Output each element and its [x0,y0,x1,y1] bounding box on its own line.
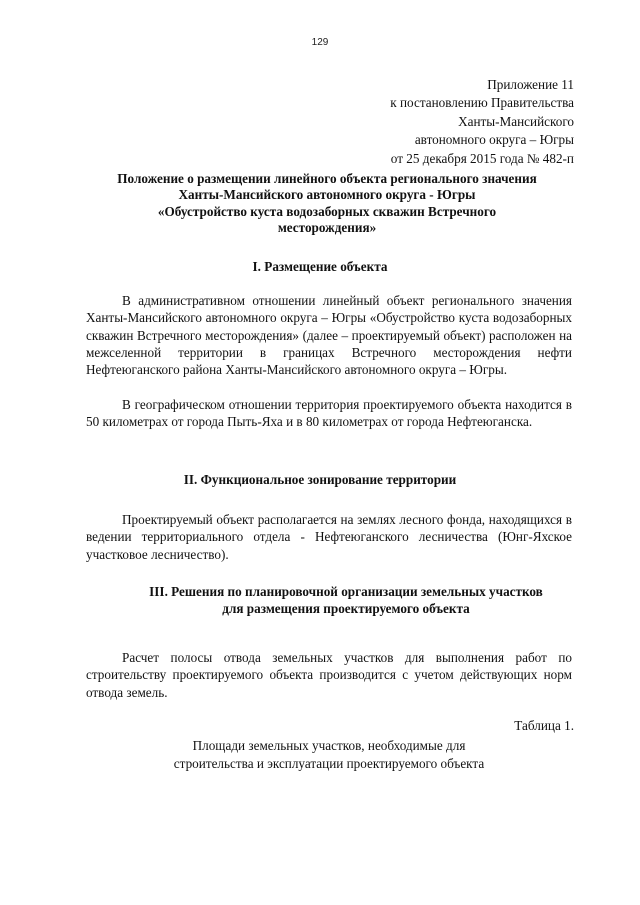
section-1-paragraph-2: В географическом отношении территория проектируемого объекта находится в 50 километрах от города Пыть-Яха и в 80 километрах от города Нефтеюганска. [86,397,572,430]
title-line: Положение о размещении линейного объекта регионального значения [117,171,537,186]
appendix-line: от 25 декабря 2015 года № 482-п [390,150,574,166]
appendix-line: автономного округа – Югры [414,132,574,148]
section-heading-1: I. Размещение объекта [252,259,388,274]
section-1-paragraph-1: В административном отношении линейный объект регионального значения Ханты-Мансийского автономного округа – Югры «Обустройство куста водозаборных скважин Встречного месторождения» (далее – проектируемый объект) расположен на межселенной территории в границах Встречного месторождения нефти Нефтеюганского района Ханты-Мансийского автономного округа – Югры. [86,293,572,378]
table-label: Таблица 1. [514,718,574,733]
section-heading-3 [120,583,572,617]
title-line: месторождения» [277,219,377,235]
title-line: Ханты-Мансийского автономного округа - Югры [178,187,476,203]
table-caption [86,737,572,773]
appendix-reference [390,76,574,168]
section-2-paragraph-1: Проектируемый объект располагается на землях лесного фонда, находящихся в ведении территориального отдела - Нефтеюганского лесничества (Юнг-Яхское участковое лесничество). [86,512,572,562]
section-3-paragraph-1: Расчет полосы отвода земельных участков для выполнения работ по строительству проектируемого объекта производится с учетом действующих норм отвода земель. [86,650,572,700]
appendix-line: Приложение 11 [487,77,574,92]
document-title [70,171,584,236]
section-heading-3-line: III. Решения по планировочной организации земельных участков [149,584,543,599]
table-caption-line: Площади земельных участков, необходимые для [192,738,466,753]
page-number: 129 [311,37,329,48]
title-line: «Обустройство куста водозаборных скважин Встречного [157,203,497,219]
section-heading-2: II. Функциональное зонирование территории [183,472,457,487]
appendix-line: к постановлению Правительства [390,95,574,111]
table-caption-line: строительства и эксплуатации проектируемого объекта [173,756,485,771]
section-heading-3-line: для размещения проектируемого объекта [222,601,470,616]
appendix-line: Ханты-Мансийского [458,113,574,129]
